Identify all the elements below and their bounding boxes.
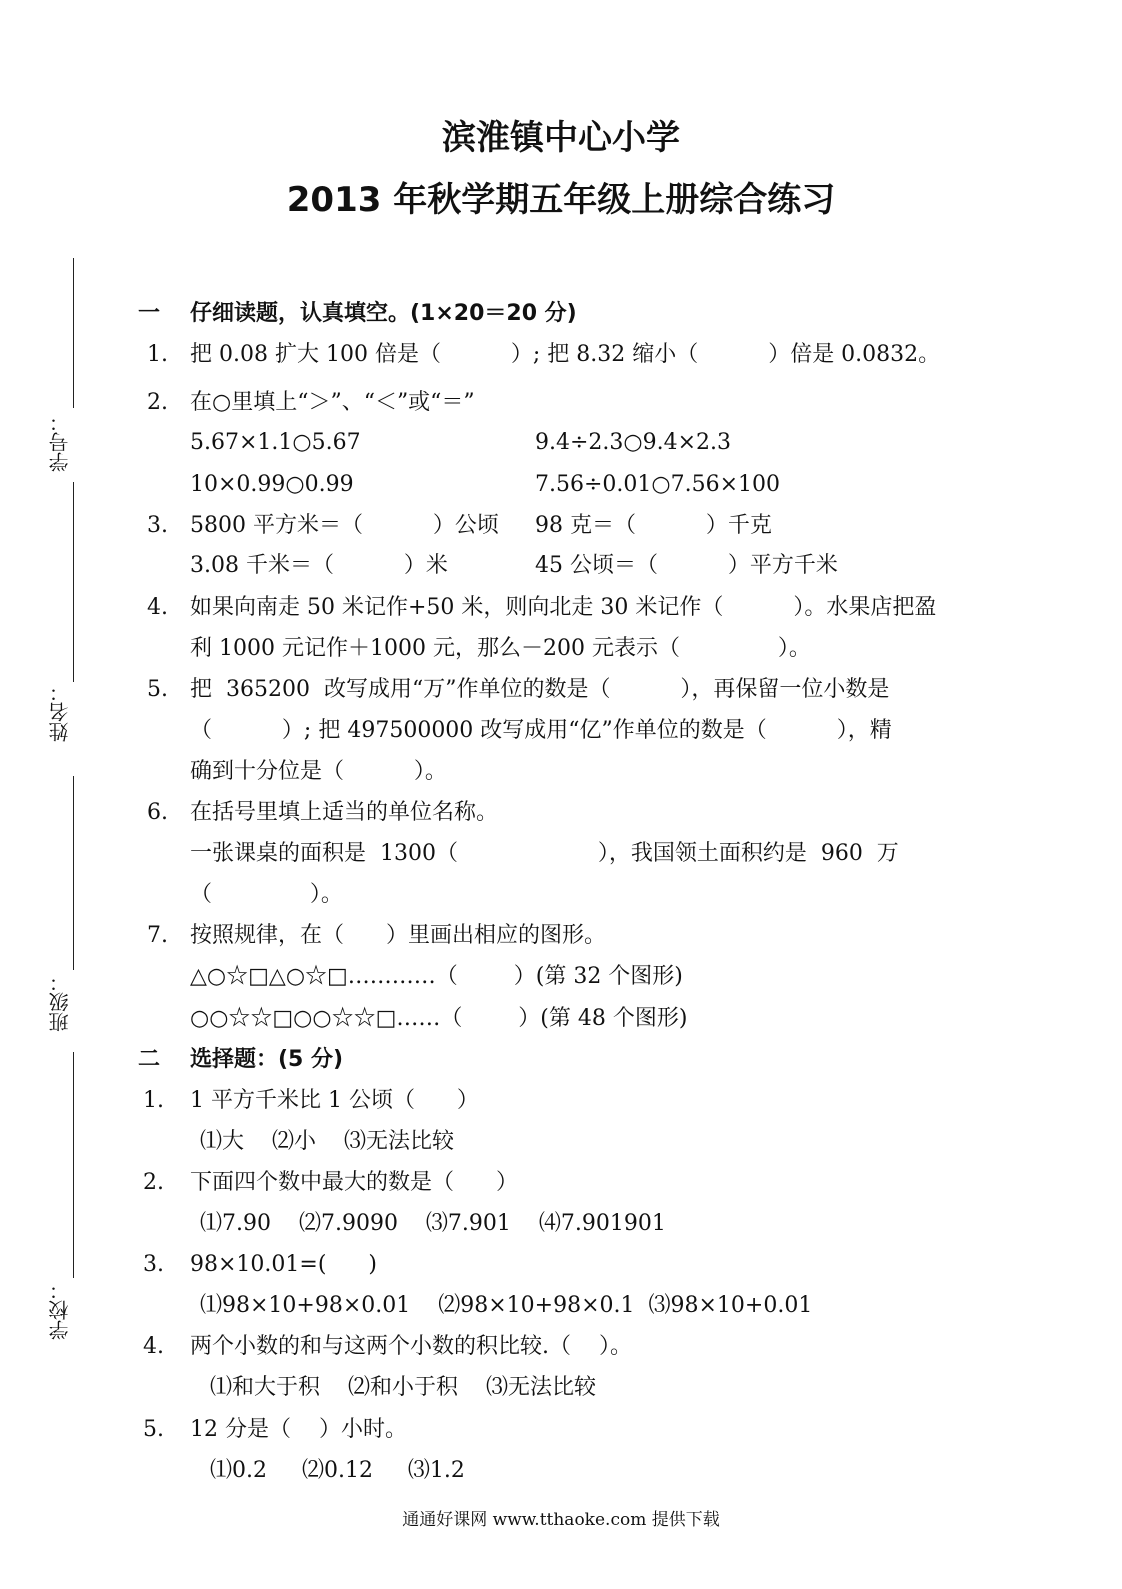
question-text: （ ）; 把 497500000 改写成用“亿”作单位的数是（ ），精 [190, 718, 892, 743]
question-text: 98×10.01=( ) [190, 1252, 377, 1277]
question-number: 7. [147, 923, 168, 948]
question-text: 在括号里填上适当的单位名称。 [190, 800, 499, 825]
question-options: ⑴7.90 ⑵7.9090 ⑶7.901 ⑷7.901901 [200, 1211, 666, 1236]
question-number: 2. [147, 390, 168, 415]
conversion-item: 5800 平方米＝（ ）公顷 [190, 513, 499, 538]
question-text: 按照规律，在（ ）里画出相应的图形。 [190, 923, 606, 948]
margin-line [73, 482, 74, 682]
question-text: 如果向南走 50 米记作+50 米，则向北走 30 米记作（ ）。水果店把盈 [190, 595, 937, 620]
question-number: 5. [143, 1417, 164, 1442]
question-number: 2. [143, 1170, 164, 1195]
section1-label: 一 [138, 301, 161, 326]
question-text: 12 分是（ ）小时。 [190, 1417, 407, 1442]
margin-line [73, 258, 74, 408]
question-options: ⑴98×10+98×0.01 ⑵98×10+98×0.1 ⑶98×10+0.01 [200, 1293, 813, 1318]
school-title: 滨淮镇中心小学 [442, 118, 680, 158]
question-number: 4. [147, 595, 168, 620]
conversion-item: 98 克＝（ ）千克 [535, 513, 772, 538]
question-text: 一张课桌的面积是 1300（ ），我国领土面积约是 960 万 [190, 841, 899, 866]
question-options: ⑴和大于积 ⑵和小于积 ⑶无法比较 [210, 1375, 596, 1400]
question-text: 利 1000 元记作＋1000 元，那么－200 元表示（ ）。 [190, 636, 811, 661]
conversion-item: 3.08 千米＝（ ）米 [190, 553, 448, 578]
compare-item: 10×0.99○0.99 [190, 472, 354, 497]
section2-label: 二 [138, 1047, 161, 1072]
question-number: 4. [143, 1334, 164, 1359]
class-label: 班级： [48, 972, 72, 1032]
question-number: 6. [147, 800, 168, 825]
pattern-row: △○☆□△○☆□…………（ ）(第 32 个图形) [190, 964, 683, 989]
question-options: ⑴大 ⑵小 ⑶无法比较 [200, 1129, 454, 1154]
question-number: 1. [143, 1088, 164, 1113]
question-number: 3. [147, 513, 168, 538]
footer-credit: 通通好课网 www.tthaoke.com 提供下载 [402, 1510, 720, 1530]
question-text: 把 365200 改写成用“万”作单位的数是（ ），再保留一位小数是 [190, 677, 890, 702]
conversion-item: 45 公顷＝（ ）平方千米 [535, 553, 838, 578]
question-number: 3. [143, 1252, 164, 1277]
question-options: ⑴0.2 ⑵0.12 ⑶1.2 [210, 1458, 465, 1483]
section1-title: 仔细读题，认真填空。(1×20＝20 分) [190, 301, 577, 326]
question-number: 5. [147, 677, 168, 702]
question-text: 把 0.08 扩大 100 倍是（ ）; 把 8.32 缩小（ ）倍是 0.0832。 [190, 342, 941, 367]
name-label: 姓名： [48, 682, 72, 742]
student-id-label: 学号： [48, 412, 72, 472]
pattern-row: ○○☆☆□○○☆☆□……（ ）(第 48 个图形) [190, 1006, 688, 1031]
question-text: 下面四个数中最大的数是（ ） [190, 1170, 518, 1195]
question-text: 确到十分位是（ ）。 [190, 759, 447, 784]
margin-line [73, 776, 74, 970]
compare-item: 9.4÷2.3○9.4×2.3 [535, 430, 732, 455]
compare-item: 7.56÷0.01○7.56×100 [535, 472, 781, 497]
exam-title: 2013 年秋学期五年级上册综合练习 [286, 180, 836, 220]
question-text: 两个小数的和与这两个小数的积比较.（ ）。 [190, 1334, 632, 1359]
question-text: 在○里填上“＞”、“＜”或“＝” [190, 390, 475, 415]
section2-title: 选择题：(5 分) [190, 1047, 344, 1072]
compare-item: 5.67×1.1○5.67 [190, 430, 361, 455]
margin-line [73, 1052, 74, 1278]
question-text: （ ）。 [190, 882, 343, 907]
school-label: 学校： [48, 1280, 72, 1340]
question-number: 1. [147, 342, 168, 367]
question-text: 1 平方千米比 1 公顷（ ） [190, 1088, 479, 1113]
